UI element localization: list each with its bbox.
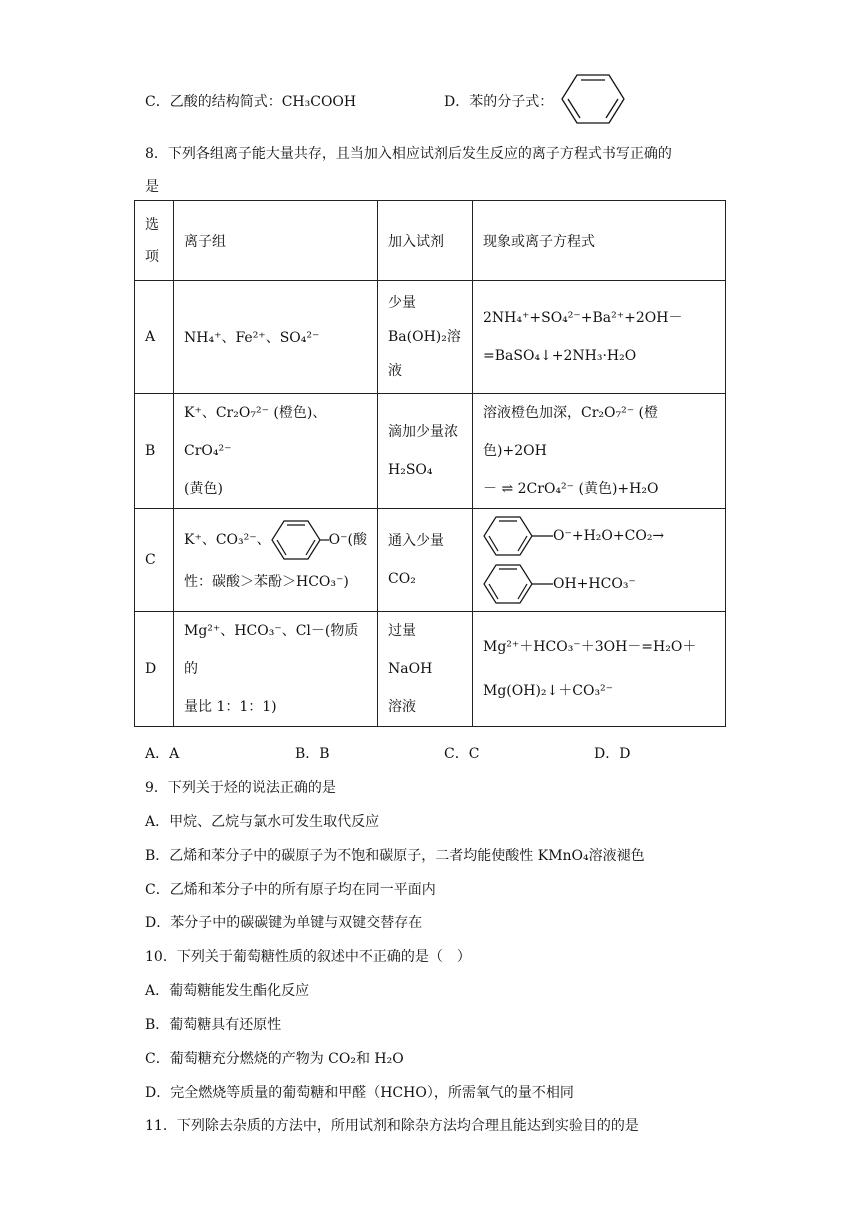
- q9-option-a: A．甲烷、乙烷与氯水可发生取代反应: [145, 814, 380, 830]
- q10-option-a: A．葡萄糖能发生酯化反应: [145, 983, 310, 999]
- table-row-b: [135, 394, 726, 509]
- q8-choice-a: A．A: [145, 746, 180, 762]
- header-reagent: 加入试剂: [378, 201, 473, 281]
- q11-stem: 11．下列除去杂质的方法中，所用试剂和除杂方法均合理且能达到实验目的的是: [145, 1118, 639, 1134]
- row-b-option: B: [135, 394, 174, 509]
- phenol-ring-icon: [483, 562, 553, 606]
- q8-choice-b: B．B: [295, 746, 330, 762]
- phenoxide-ring-icon: [271, 518, 329, 562]
- row-c-ions-prefix: K⁺、CO₃²⁻、: [184, 532, 271, 548]
- q8-choice-d: D．D: [594, 746, 631, 762]
- row-d-option: D: [135, 612, 174, 727]
- q8-stem-line1: 8．下列各组离子能大量共存，且当加入相应试剂后发生反应的离子方程式书写正确的: [145, 146, 672, 162]
- q8-stem-line2: 是: [145, 179, 159, 195]
- row-c-ions-suffix: O⁻(酸: [328, 532, 367, 548]
- row-b-ions: K⁺、Cr₂O₇²⁻ (橙色)、CrO₄²⁻ (黄色): [174, 394, 378, 509]
- q10-option-b: B．葡萄糖具有还原性: [145, 1017, 282, 1033]
- q10-option-d: D．完全燃烧等质量的葡萄糖和甲醛（HCHO），所需氧气的量不相同: [145, 1085, 574, 1101]
- row-c-equation: [473, 509, 726, 612]
- header-option: 选 项: [135, 201, 174, 281]
- table-header-row: [135, 201, 726, 281]
- row-a-option: A: [135, 281, 174, 394]
- header-ions: 离子组: [174, 201, 378, 281]
- table-row-c: [135, 509, 726, 612]
- q8-table: [134, 200, 726, 727]
- row-c-equation-line2: OH+HCO₃⁻: [553, 576, 636, 592]
- q9-option-c: C．乙烯和苯分子中的所有原子均在同一平面内: [145, 882, 436, 898]
- row-c-ions: [174, 509, 378, 612]
- row-c-reagent: 通入少量 CO₂: [378, 509, 473, 612]
- benzene-ring-icon: [560, 72, 626, 126]
- phenoxide-ring-icon: [483, 514, 553, 558]
- row-b-equation: 溶液橙色加深，Cr₂O₇²⁻ (橙色)+2OH － ⇌ 2CrO₄²⁻ (黄色)+H₂O: [473, 394, 726, 509]
- row-a-reagent: 少量 Ba(OH)₂溶 液: [378, 281, 473, 394]
- row-d-equation: Mg²⁺＋HCO₃⁻＋3OH－=H₂O＋ Mg(OH)₂↓＋CO₃²⁻: [473, 612, 726, 727]
- q9-stem: 9．下列关于烃的说法正确的是: [145, 780, 336, 796]
- header-equation: 现象或离子方程式: [473, 201, 726, 281]
- table-row-a: [135, 281, 726, 394]
- row-c-option: C: [135, 509, 174, 612]
- row-d-reagent: 过量 NaOH 溶液: [378, 612, 473, 727]
- row-a-equation: 2NH₄⁺+SO₄²⁻+Ba²⁺+2OH－ =BaSO₄↓+2NH₃·H₂O: [473, 281, 726, 394]
- option-c-acetic-acid: C．乙酸的结构简式：CH₃COOH: [145, 94, 357, 110]
- row-b-reagent: 滴加少量浓 H₂SO₄: [378, 394, 473, 509]
- row-c-ions-line2: 性：碳酸＞苯酚＞HCO₃⁻): [184, 574, 349, 590]
- row-a-ions: NH₄⁺、Fe²⁺、SO₄²⁻: [174, 281, 378, 394]
- q9-option-b: B．乙烯和苯分子中的碳原子为不饱和碳原子，二者均能使酸性 KMnO₄溶液褪色: [145, 848, 645, 864]
- q10-option-c: C．葡萄糖充分燃烧的产物为 CO₂和 H₂O: [145, 1051, 404, 1067]
- row-c-equation-line1: O⁻+H₂O+CO₂→: [553, 528, 665, 544]
- q10-stem: 10．下列关于葡萄糖性质的叙述中不正确的是（ ）: [145, 949, 471, 965]
- option-d-benzene-label: D．苯的分子式：: [444, 94, 554, 110]
- q9-option-d: D．苯分子中的碳碳键为单键与双键交替存在: [145, 915, 423, 931]
- row-d-ions: Mg²⁺、HCO₃⁻、Cl－(物质的 量比 1：1：1): [174, 612, 378, 727]
- table-row-d: [135, 612, 726, 727]
- q8-choice-c: C．C: [444, 746, 480, 762]
